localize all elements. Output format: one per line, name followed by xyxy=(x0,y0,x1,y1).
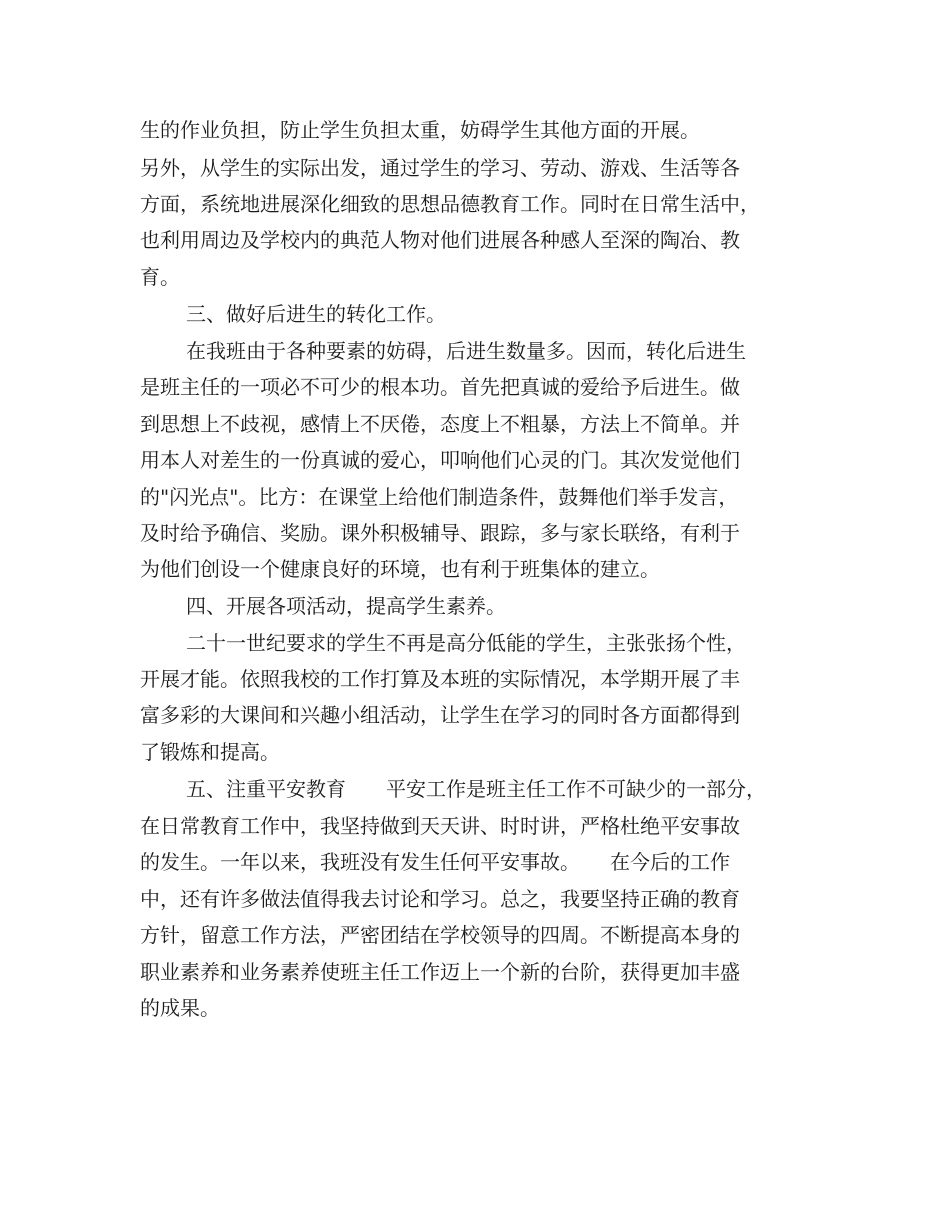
text-line: 职业素养和业务素养使班主任工作迈上一个新的台阶，获得更加丰盛 xyxy=(140,960,740,984)
text-line: 方针，留意工作方法，严密团结在学校领导的四周。不断提高本身的 xyxy=(140,923,740,947)
text-line: 另外，从学生的实际出发，通过学生的学习、劳动、游戏、生活等各 xyxy=(140,156,740,180)
text-line: 是班主任的一项必不可少的根本功。首先把真诚的爱给予后进生。做 xyxy=(140,375,740,399)
text-line: 在日常教育工作中，我坚持做到天天讲、时时讲，严格杜绝平安事故 xyxy=(140,814,740,838)
text-line: 育。 xyxy=(140,265,180,289)
text-line: 为他们创设一个健康良好的环境，也有利于班集体的建立。 xyxy=(140,557,660,581)
text-line: 了锻炼和提高。 xyxy=(140,740,280,764)
text-line: 的发生。一年以来，我班没有发生任何平安事故。 在今后的工作 xyxy=(140,850,730,874)
text-line: 及时给予确信、奖励。课外积极辅导、跟踪，多与家长联络，有利于 xyxy=(140,521,740,545)
text-line: 生的作业负担，防止学生负担太重，妨碍学生其他方面的开展。 xyxy=(140,118,700,142)
text-line: 在我班由于各种要素的妨碍，后进生数量多。因而，转化后进生 xyxy=(186,339,746,363)
section-heading-3: 三、做好后进生的转化工作。 xyxy=(186,302,446,326)
section-heading-5: 五、注重平安教育 平安工作是班主任工作不可缺少的一部分， xyxy=(186,777,766,801)
text-line: 的成果。 xyxy=(140,996,220,1020)
text-line: 中，还有许多做法值得我去讨论和学习。总之，我要坚持正确的教育 xyxy=(140,887,740,911)
text-line: 方面，系统地进展深化细致的思想品德教育工作。同时在日常生活中， xyxy=(140,192,760,216)
text-line: 的"闪光点"。比方：在课堂上给他们制造条件，鼓舞他们举手发言， xyxy=(140,485,739,509)
text-line: 也利用周边及学校内的典范人物对他们进展各种感人至深的陶冶、教 xyxy=(140,228,740,252)
text-line: 富多彩的大课间和兴趣小组活动，让学生在学习的同时各方面都得到 xyxy=(140,703,740,727)
text-line: 二十一世纪要求的学生不再是高分低能的学生，主张张扬个性， xyxy=(186,631,746,655)
text-line: 用本人对差生的一份真诚的爱心，叩响他们心灵的门。其次发觉他们 xyxy=(140,448,740,472)
section-heading-4: 四、开展各项活动，提高学生素养。 xyxy=(186,594,506,618)
text-line: 开展才能。依照我校的工作打算及本班的实际情况，本学期开展了丰 xyxy=(140,667,740,691)
text-line: 到思想上不歧视，感情上不厌倦，态度上不粗暴，方法上不简单。并 xyxy=(140,412,740,436)
